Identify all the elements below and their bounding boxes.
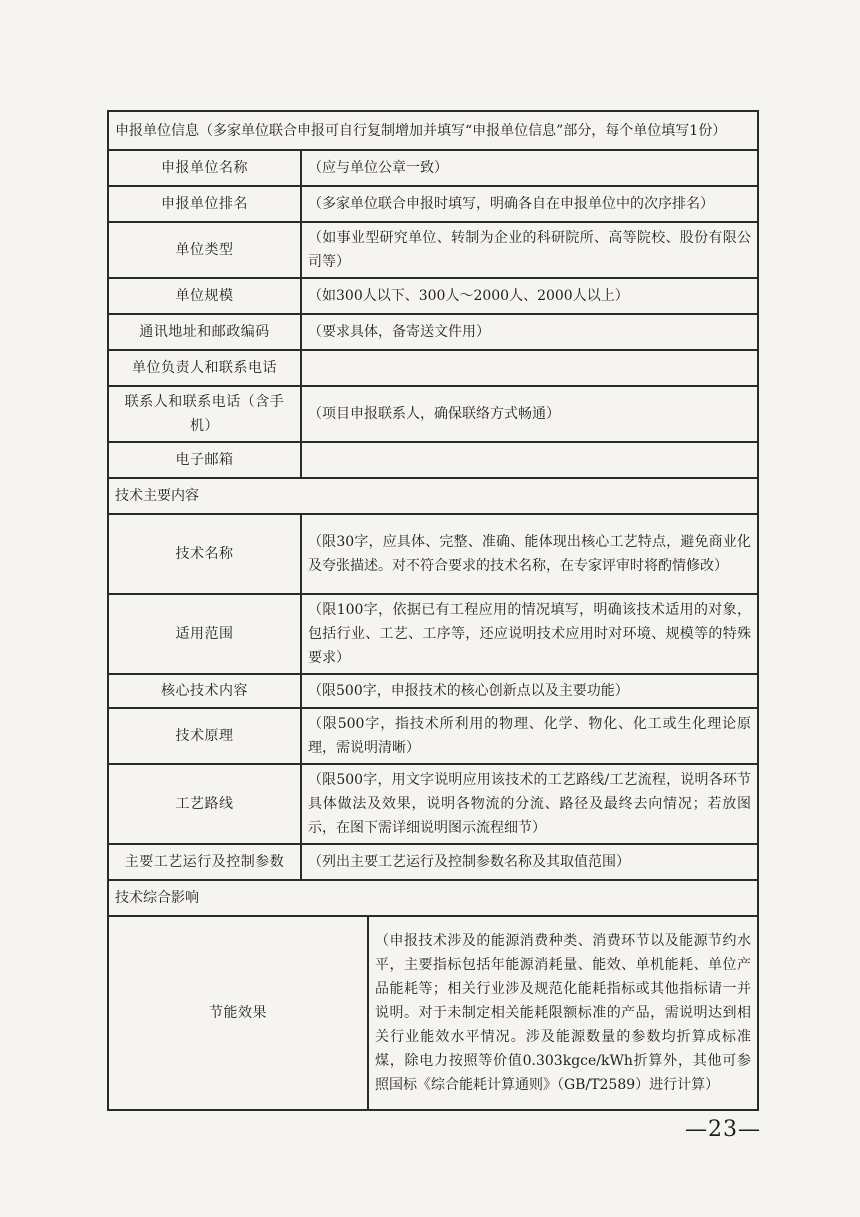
- table-row: [108, 674, 758, 708]
- field-label: 主要工艺运行及控制参数: [108, 844, 301, 880]
- field-value: （限500字，指技术所利用的物理、化学、物化、化工或生化理论原理，需说明清晰）: [301, 708, 758, 764]
- field-value: [301, 442, 758, 478]
- field-label: 通讯地址和邮政编码: [108, 314, 301, 350]
- tech-section-title: 技术主要内容: [108, 478, 758, 514]
- field-value: （限100字，依据已有工程应用的情况填写，明确该技术适用的对象，包括行业、工艺、工序等，还应说明技术应用时对环境、规模等的特殊要求）: [301, 594, 758, 674]
- field-value: （如事业型研究单位、转制为企业的科研院所、高等院校、股份有限公司等）: [301, 222, 758, 278]
- field-label: 节能效果: [108, 916, 368, 1110]
- field-value: （应与单位公章一致）: [301, 150, 758, 186]
- field-value: （要求具体，备寄送文件用）: [301, 314, 758, 350]
- table-row: [108, 222, 758, 278]
- field-label: 电子邮箱: [108, 442, 301, 478]
- table-row: [108, 314, 758, 350]
- field-label: 单位负责人和联系电话: [108, 350, 301, 386]
- field-label: 技术名称: [108, 514, 301, 594]
- table-row: [108, 594, 758, 674]
- field-value: （限500字，申报技术的核心创新点以及主要功能）: [301, 674, 758, 708]
- field-value: （列出主要工艺运行及控制参数名称及其取值范围）: [301, 844, 758, 880]
- application-form-table: [107, 110, 759, 1111]
- table-row: [108, 514, 758, 594]
- field-value: （申报技术涉及的能源消费种类、消费环节以及能源节约水平，主要指标包括年能源消耗量、能效、单机能耗、单位产品能耗等；相关行业涉及规范化能耗指标或其他指标请一并说明。对于未制定相关能耗限额标准的产品，需说明达到相关行业能效水平情况。涉及能源数量的参数均折算成标准煤，除电力按照等价值0.303kgce/kWh折算外，其他可参照国标《综合能耗计算通则》（GB/T2589）进行计算）: [368, 916, 758, 1110]
- field-label: 技术原理: [108, 708, 301, 764]
- field-label: 工艺路线: [108, 764, 301, 844]
- field-label: 联系人和联系电话（含手机）: [108, 386, 301, 442]
- field-value: （如300人以下、300人～2000人、2000人以上）: [301, 278, 758, 314]
- table-row: [108, 916, 758, 1110]
- table-row: [108, 442, 758, 478]
- field-label: 单位规模: [108, 278, 301, 314]
- table-row: [108, 764, 758, 844]
- field-label: 申报单位名称: [108, 150, 301, 186]
- field-value: （项目申报联系人，确保联络方式畅通）: [301, 386, 758, 442]
- table-row: [108, 278, 758, 314]
- field-label: 核心技术内容: [108, 674, 301, 708]
- field-label: 单位类型: [108, 222, 301, 278]
- field-value: [301, 350, 758, 386]
- field-value: （限30字，应具体、完整、准确、能体现出核心工艺特点，避免商业化及夸张描述。对不符合要求的技术名称，在专家评审时将酌情修改）: [301, 514, 758, 594]
- page-number: —23—: [685, 1117, 761, 1142]
- field-value: （多家单位联合申报时填写，明确各自在申报单位中的次序排名）: [301, 186, 758, 222]
- table-row: [108, 386, 758, 442]
- table-row: [108, 708, 758, 764]
- table-row: [108, 150, 758, 186]
- table-row: [108, 186, 758, 222]
- field-label: 适用范围: [108, 594, 301, 674]
- impact-section-title: 技术综合影响: [108, 880, 758, 916]
- applicant-section-title: 申报单位信息（多家单位联合申报可自行复制增加并填写“申报单位信息”部分，每个单位填写1份）: [108, 111, 758, 150]
- field-label: 申报单位排名: [108, 186, 301, 222]
- table-row: [108, 844, 758, 880]
- table-row: [108, 350, 758, 386]
- field-value: （限500字，用文字说明应用该技术的工艺路线/工艺流程，说明各环节具体做法及效果，说明各物流的分流、路径及最终去向情况；若放图示，在图下需详细说明图示流程细节）: [301, 764, 758, 844]
